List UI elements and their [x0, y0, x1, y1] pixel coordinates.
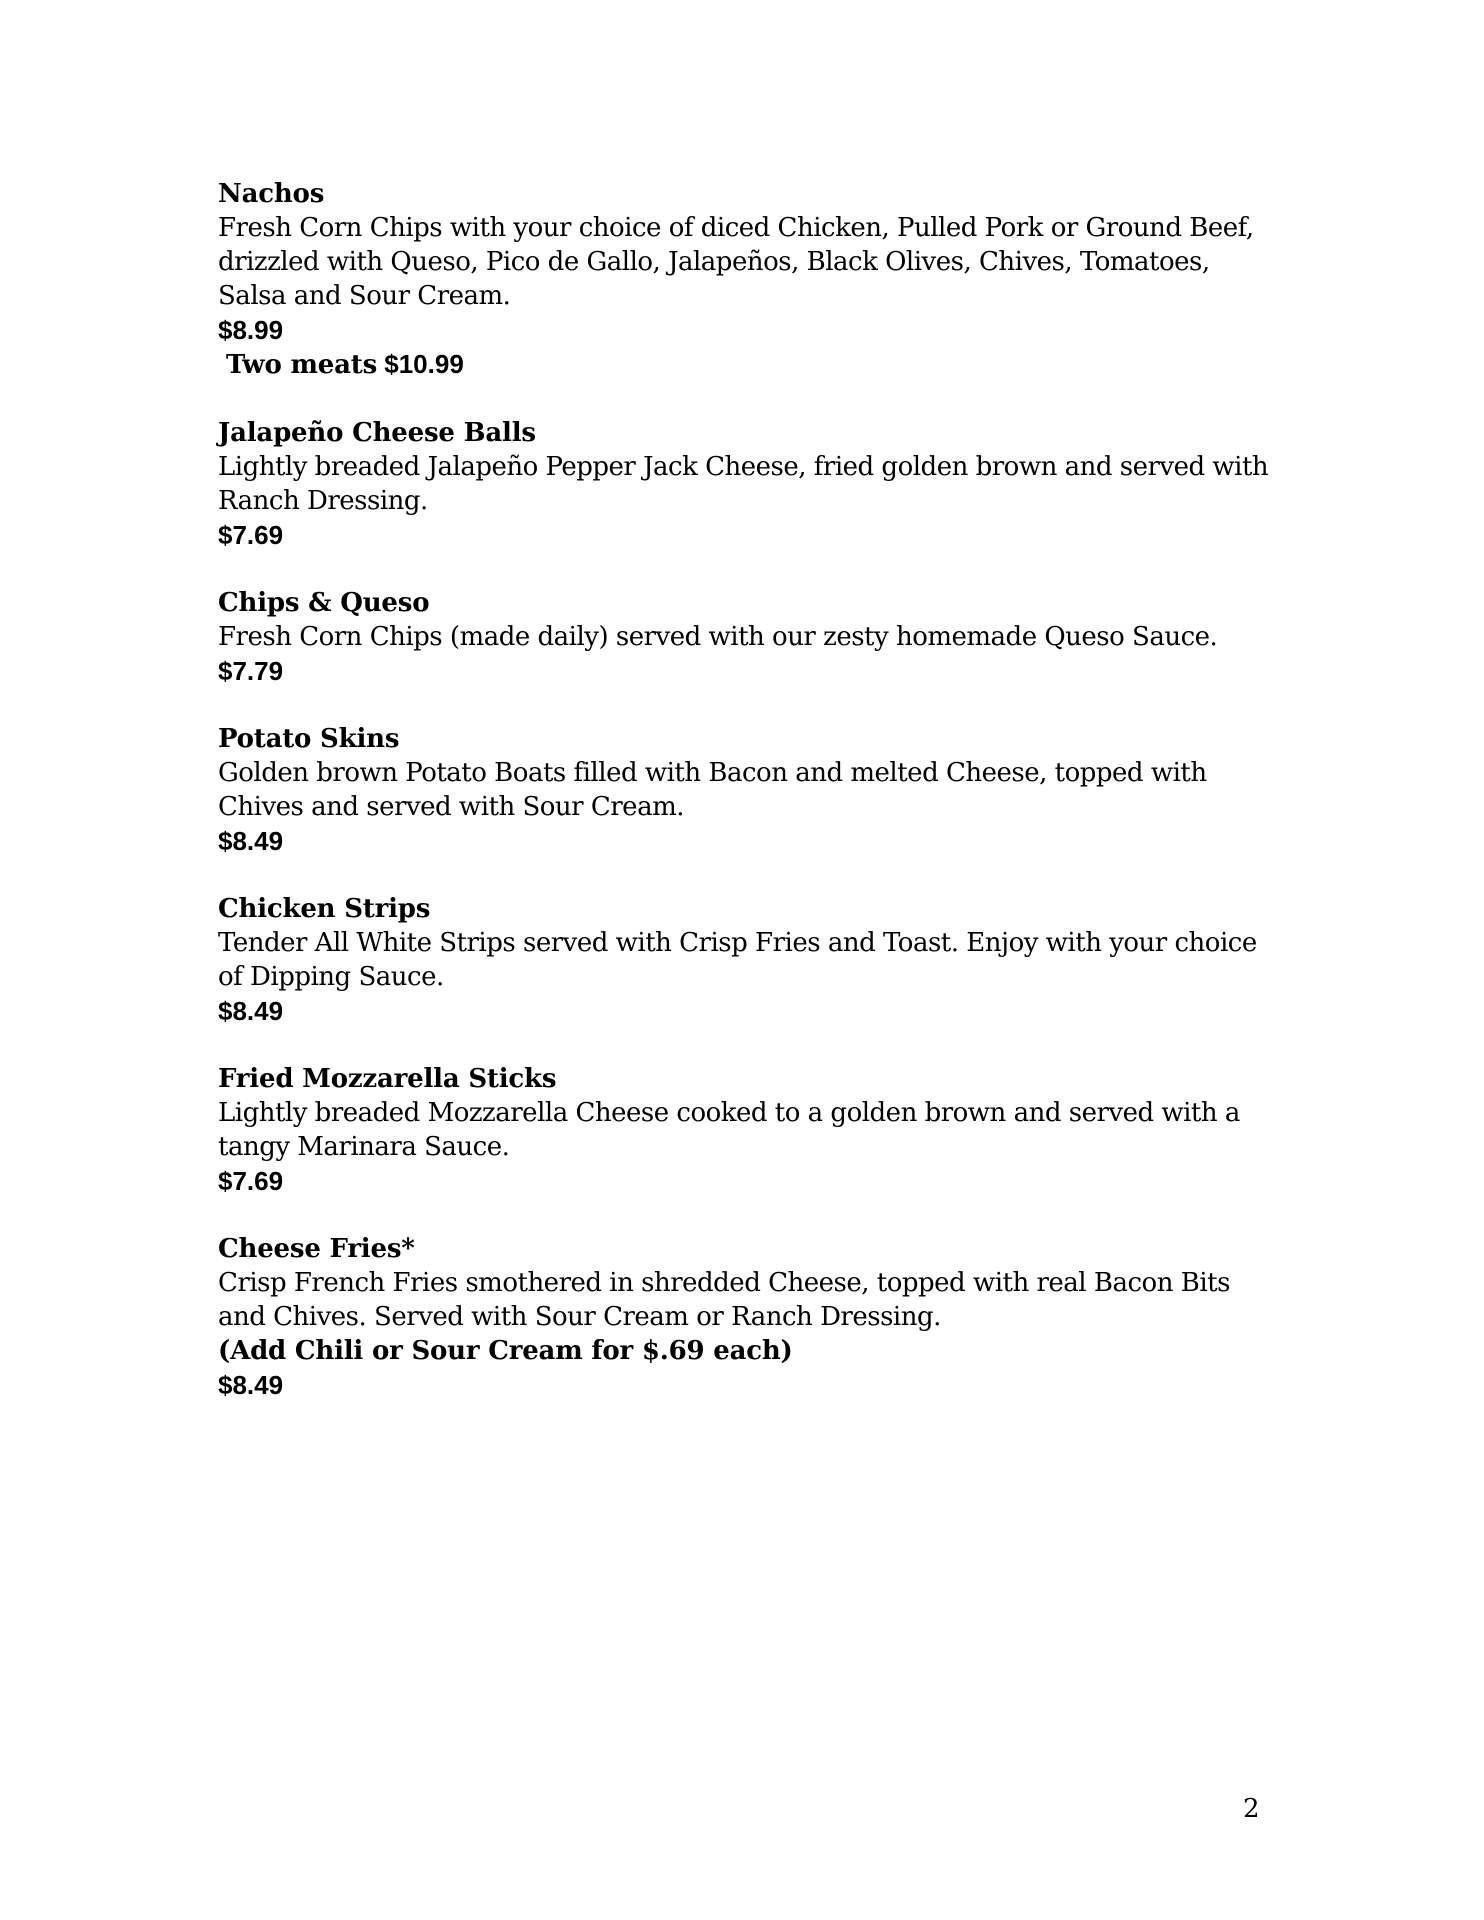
item-price: $8.49 — [218, 1370, 284, 1400]
item-name: Chips & Queso — [218, 588, 430, 618]
item-name: Jalapeño Cheese Balls — [218, 418, 536, 448]
item-extra-option — [218, 347, 1278, 382]
item-name: Nachos — [218, 179, 325, 209]
item-price: $8.99 — [218, 315, 284, 345]
menu-item-jalapeno-cheese-balls — [218, 416, 1278, 552]
item-price: $7.69 — [218, 520, 284, 550]
item-price: $8.49 — [218, 996, 284, 1026]
menu-item-chips-queso — [218, 586, 1278, 688]
item-description: Fresh Corn Chips (made daily) served with our zesty homemade Queso Sauce. — [218, 622, 1218, 652]
menu-item-cheese-fries — [218, 1232, 1278, 1402]
item-description: Crisp French Fries smothered in shredded Cheese, topped with real Bacon Bits and Chives. Served with Sour Cream or Ranch Dressing. — [218, 1268, 1230, 1332]
item-price: $7.69 — [218, 1166, 284, 1196]
extra-option-price: $10.99 — [384, 349, 464, 379]
menu-item-nachos — [218, 177, 1278, 382]
extra-option-label: Two meats — [226, 350, 378, 380]
item-name: Chicken Strips — [218, 894, 431, 924]
item-name: Fried Mozzarella Sticks — [218, 1064, 557, 1094]
item-description: Lightly breaded Mozzarella Cheese cooked to a golden brown and served with a tangy Marinara Sauce. — [218, 1098, 1240, 1162]
page-number: 2 — [1243, 1794, 1260, 1824]
item-name: Cheese Fries* — [218, 1234, 415, 1264]
item-note: (Add Chili or Sour Cream for $.69 each) — [218, 1336, 793, 1366]
item-price: $8.49 — [218, 826, 284, 856]
menu-item-chicken-strips — [218, 892, 1278, 1028]
item-name: Potato Skins — [218, 724, 400, 754]
item-description: Fresh Corn Chips with your choice of diced Chicken, Pulled Pork or Ground Beef, drizzled with Queso, Pico de Gallo, Jalapeños, Black Olives, Chives, Tomatoes, Salsa and Sour Cream. — [218, 213, 1254, 311]
menu-item-fried-mozzarella-sticks — [218, 1062, 1278, 1198]
item-description: Golden brown Potato Boats filled with Bacon and melted Cheese, topped with Chives and served with Sour Cream. — [218, 758, 1207, 822]
item-description: Tender All White Strips served with Crisp Fries and Toast. Enjoy with your choice of Dipping Sauce. — [218, 928, 1257, 992]
item-price: $7.79 — [218, 656, 284, 686]
item-description: Lightly breaded Jalapeño Pepper Jack Cheese, fried golden brown and served with Ranch Dressing. — [218, 452, 1269, 516]
menu-item-potato-skins — [218, 722, 1278, 858]
menu-list — [218, 177, 1278, 1436]
